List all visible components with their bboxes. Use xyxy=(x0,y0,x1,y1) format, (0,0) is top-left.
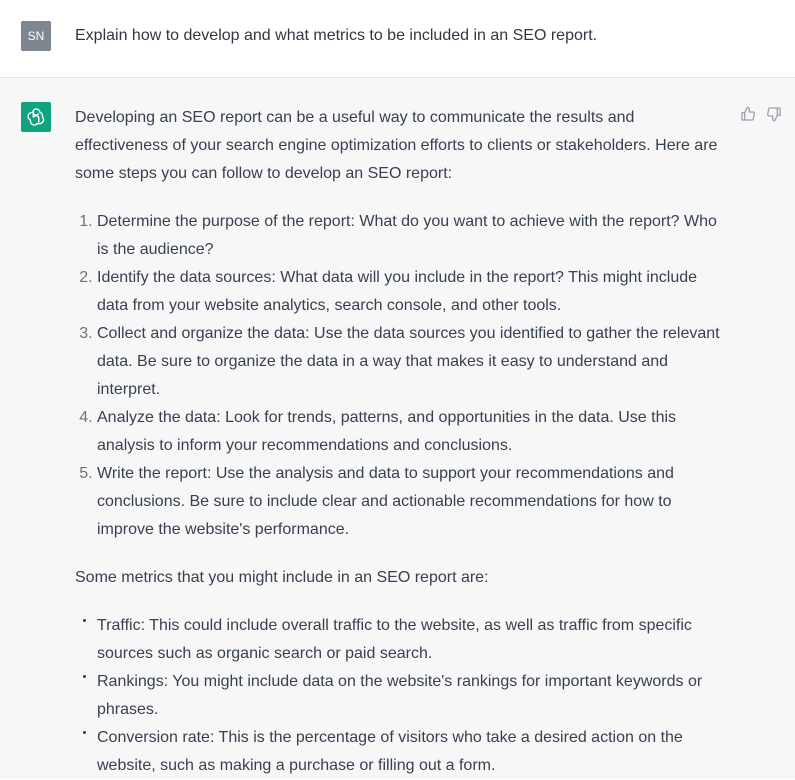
metrics-intro: Some metrics that you might include in an SEO report are: xyxy=(75,569,489,586)
list-item: Traffic: This could include overall traffic to the website, as well as traffic from specific sources such as organic search or paid search. xyxy=(97,612,730,668)
steps-list xyxy=(75,208,730,544)
list-item: 5. Write the report: Use the analysis and data to support your recommendations and conclusions. Be sure to include clear and actionable recommendations for how to improve the website's performance. xyxy=(97,460,730,544)
thumbs-up-icon[interactable] xyxy=(740,106,756,122)
feedback-controls xyxy=(740,106,782,122)
list-item: 2. Identify the data sources: What data will you include in the report? This might include data from your website analytics, search console, and other tools. xyxy=(97,264,730,320)
metrics-list xyxy=(75,612,730,780)
thumbs-down-icon[interactable] xyxy=(766,106,782,122)
response-intro: Developing an SEO report can be a useful way to communicate the results and effectiveness of your search engine optimization efforts to clients or stakeholders. Here are some steps you can follow to develop an SEO report: xyxy=(75,109,718,182)
list-item: 3. Collect and organize the data: Use the data sources you identified to gather the relevant data. Be sure to organize the data in a way that makes it easy to understand and interpret. xyxy=(97,320,730,404)
assistant-message-row xyxy=(0,78,795,779)
list-item: 1. Determine the purpose of the report: What do you want to achieve with the report? Who is the audience? xyxy=(97,208,730,264)
list-item: 4. Analyze the data: Look for trends, patterns, and opportunities in the data. Use this analysis to inform your recommendations and conclusions. xyxy=(97,404,730,460)
user-avatar: SN xyxy=(21,21,51,51)
assistant-response xyxy=(75,104,730,780)
list-item: Rankings: You might include data on the website's rankings for important keywords or phrases. xyxy=(97,668,730,724)
list-item: Conversion rate: This is the percentage of visitors who take a desired action on the website, such as making a purchase or filling out a form. xyxy=(97,724,730,780)
openai-logo-icon xyxy=(21,102,51,132)
user-message-text: Explain how to develop and what metrics to be included in an SEO report. xyxy=(75,27,598,44)
user-message-row xyxy=(0,0,795,78)
